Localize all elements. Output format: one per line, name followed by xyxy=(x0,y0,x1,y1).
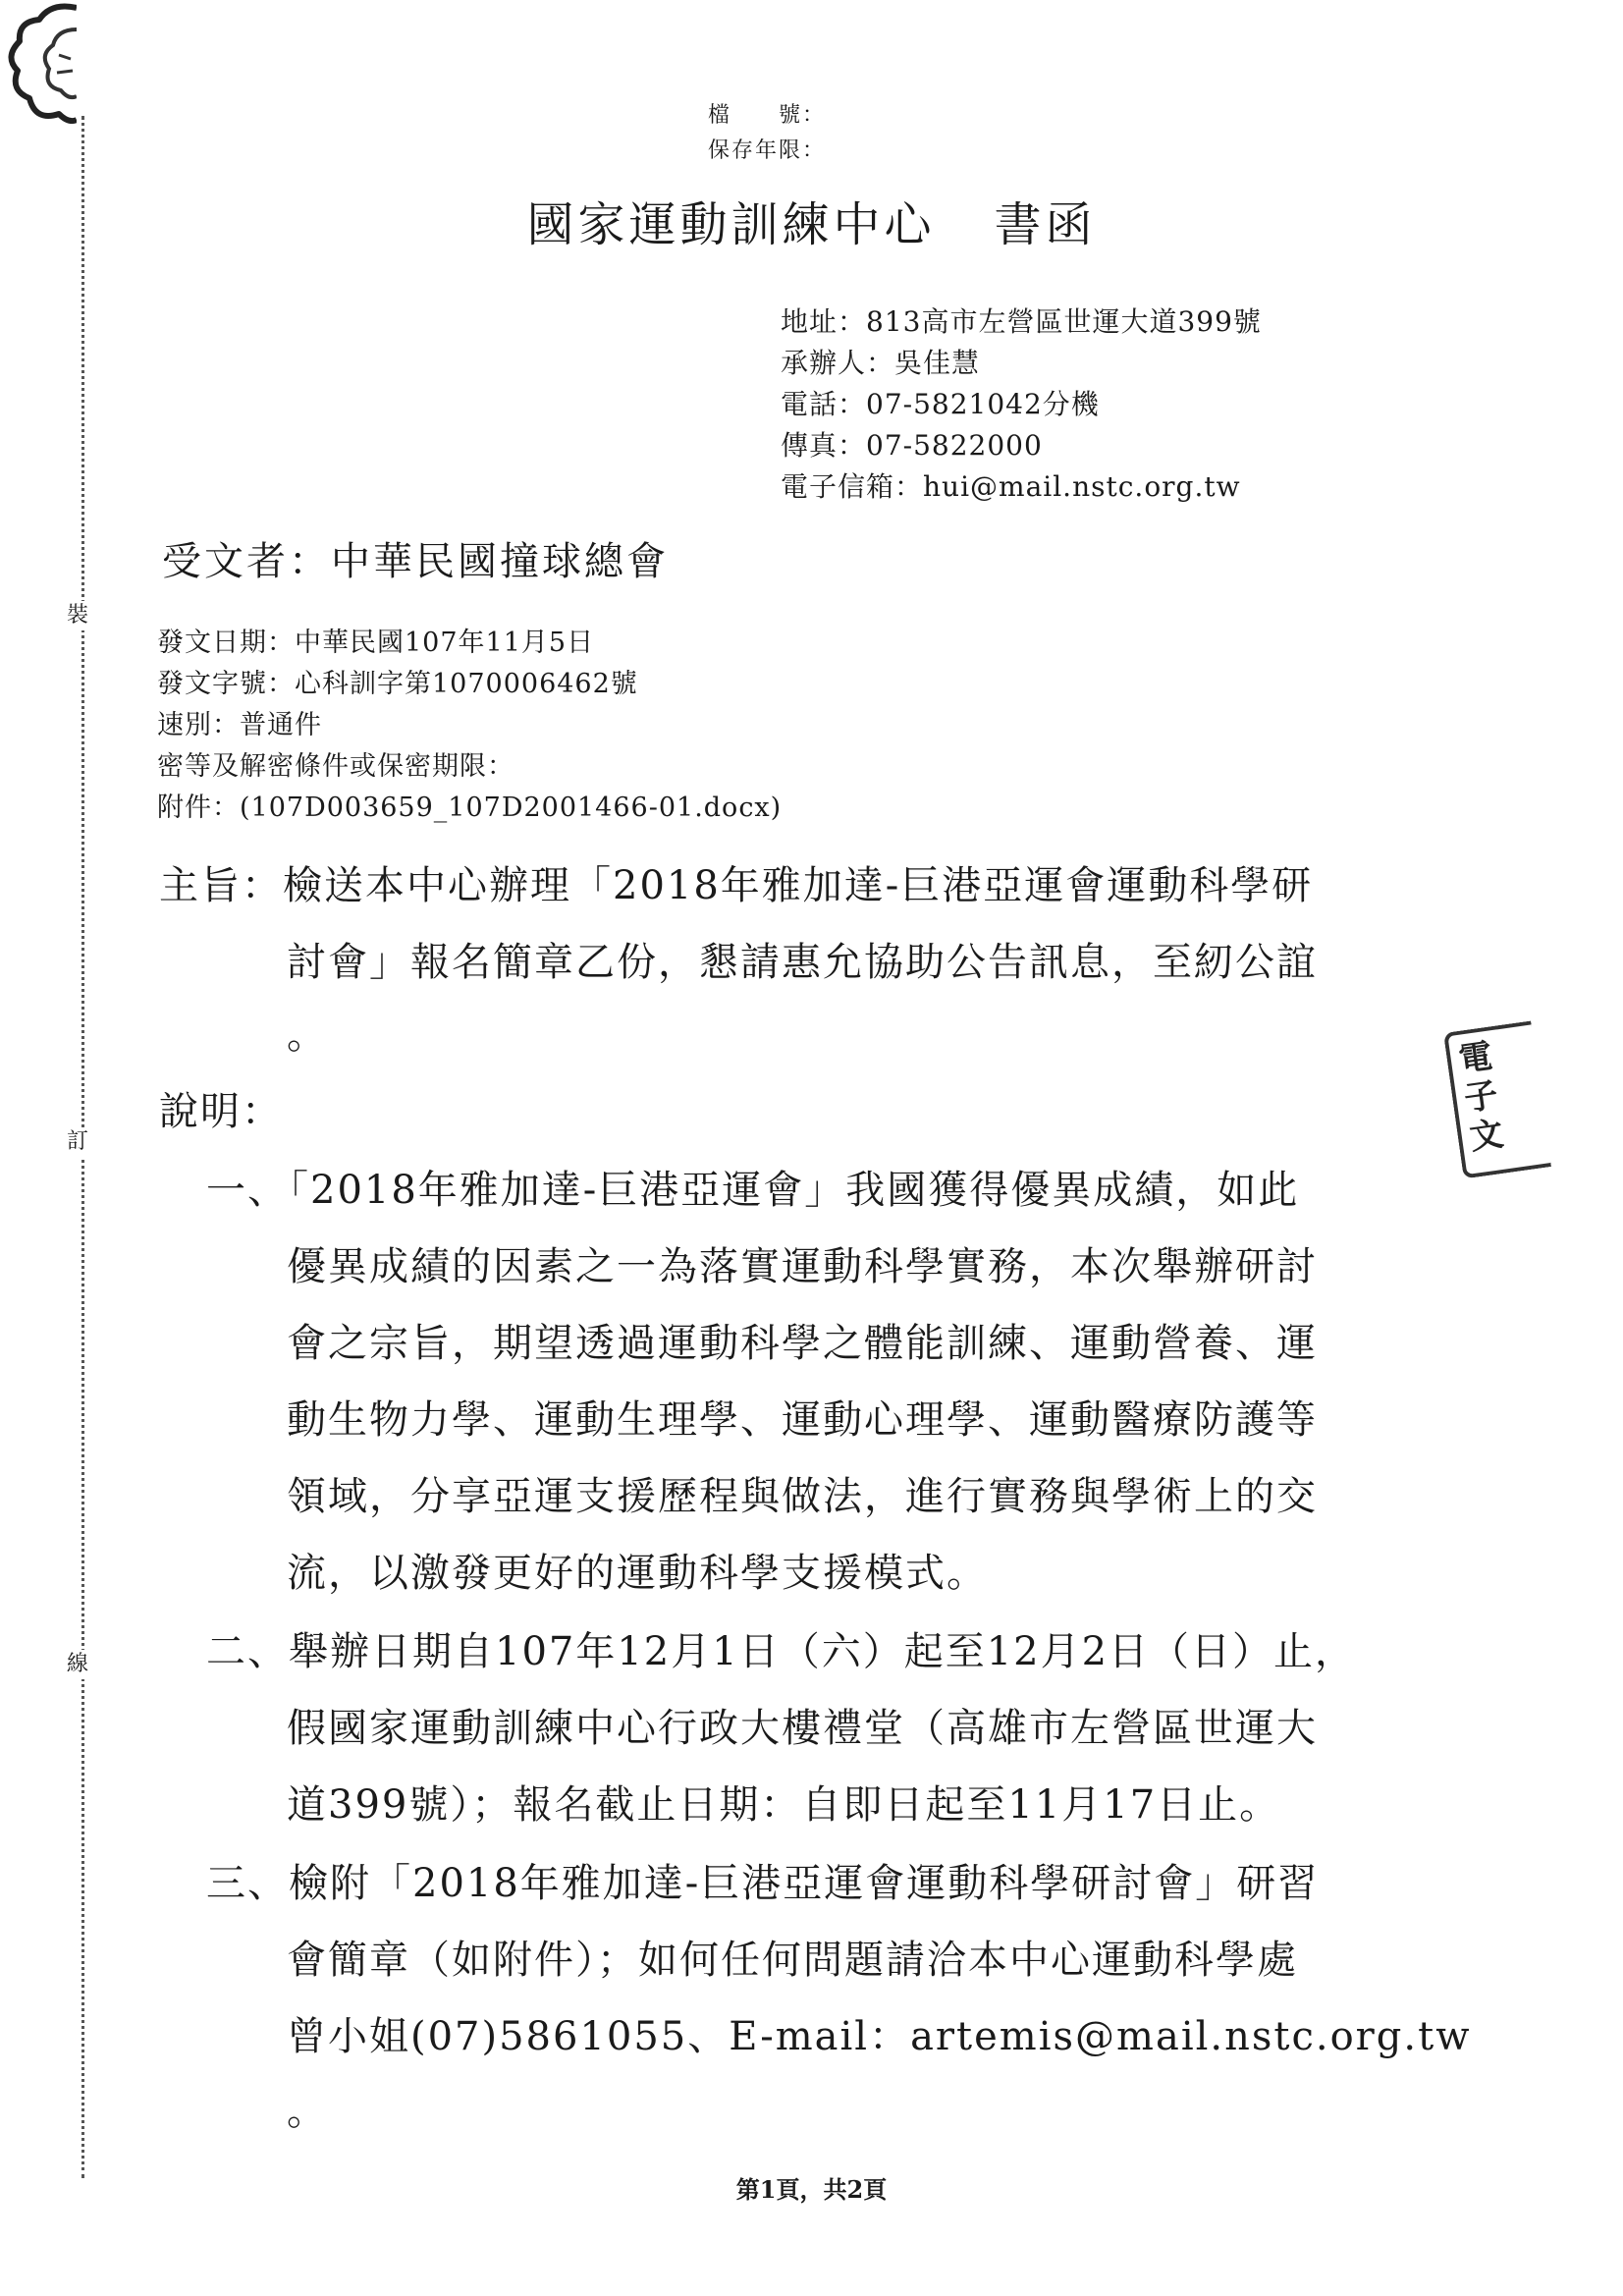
attachment: 附件：(107D003659_107D2001466-01.docx) xyxy=(157,793,783,823)
item3-line-3: 曾小姐(07)5861055、E-mail：artemis@mail.nstc.org.tw xyxy=(287,2014,1472,2059)
recipient: 受文者：中華民國撞球總會 xyxy=(162,539,669,584)
contact-address: 地址：813高市左營區世運大道399號 xyxy=(781,305,1262,338)
retention-label: 保存年限： xyxy=(707,138,826,163)
stamp-text: 電子文 xyxy=(1456,1036,1506,1159)
item1-line-5: 領域，分享亞運支援歷程與做法，進行實務與學術上的交 xyxy=(287,1474,1318,1519)
electronic-doc-stamp xyxy=(1443,1020,1551,1178)
title-doc-type: 書函 xyxy=(994,197,1097,252)
item2-line-2: 假國家運動訓練中心行政大樓禮堂（高雄市左營區世運大 xyxy=(287,1706,1318,1751)
item1-line-2: 優異成績的因素之一為落實運動科學實務，本次舉辦研討 xyxy=(287,1244,1318,1289)
item2-line-3: 道399號）；報名截止日期：自即日起至11月17日止。 xyxy=(287,1782,1281,1828)
binding-char-ding: 訂 xyxy=(67,1127,88,1157)
item3-line-4: 。 xyxy=(287,2089,328,2134)
contact-email: 電子信箱：hui@mail.nstc.org.tw xyxy=(781,470,1241,503)
doc-number: 發文字號：心科訓字第1070006462號 xyxy=(157,669,638,699)
subject-line-2: 討會」報名簡章乙份，懇請惠允協助公告訊息，至紉公誼 xyxy=(287,940,1318,985)
contact-handler: 承辦人：吳佳慧 xyxy=(781,347,981,379)
issue-date: 發文日期：中華民國107年11月5日 xyxy=(157,628,595,658)
binding-char-xian: 線 xyxy=(67,1650,88,1679)
binding-char-zhuang: 裝 xyxy=(67,601,88,630)
explanation-heading: 說明： xyxy=(159,1089,283,1134)
contact-fax: 傳真：07-5822000 xyxy=(781,429,1043,462)
subject-line-3: 。 xyxy=(287,1012,328,1058)
item1-line-3: 會之宗旨，期望透過運動科學之體能訓練、運動營養、運 xyxy=(287,1321,1318,1366)
item1-line-1: 一、「2018年雅加達-巨港亞運會」我國獲得優異成績，如此 xyxy=(206,1168,1300,1213)
seal-stamp-icon xyxy=(0,0,77,128)
page-number: 第1頁，共2頁 xyxy=(735,2175,888,2204)
file-number-label: 檔 號： xyxy=(707,103,826,128)
item1-line-6: 流，以激發更好的運動科學支援模式。 xyxy=(287,1551,988,1596)
item1-line-4: 動生物力學、運動生理學、運動心理學、運動醫療防護等 xyxy=(287,1397,1318,1443)
speed-class: 速別：普通件 xyxy=(157,710,322,740)
item3-line-2: 會簡章（如附件）；如何任何問題請洽本中心運動科學處 xyxy=(287,1938,1298,1983)
classification: 密等及解密條件或保密期限： xyxy=(157,751,514,782)
subject-line-1: 主旨：檢送本中心辦理「2018年雅加達-巨港亞運會運動科學研 xyxy=(159,863,1314,908)
item3-line-1: 三、檢附「2018年雅加達-巨港亞運會運動科學研討會」研習 xyxy=(206,1861,1320,1906)
contact-phone: 電話：07-5821042分機 xyxy=(781,388,1100,420)
page-title xyxy=(0,187,1623,254)
title-org: 國家運動訓練中心 xyxy=(526,197,936,252)
item2-line-1: 二、舉辦日期自107年12月1日（六）起至12月2日（日）止， xyxy=(206,1629,1357,1674)
